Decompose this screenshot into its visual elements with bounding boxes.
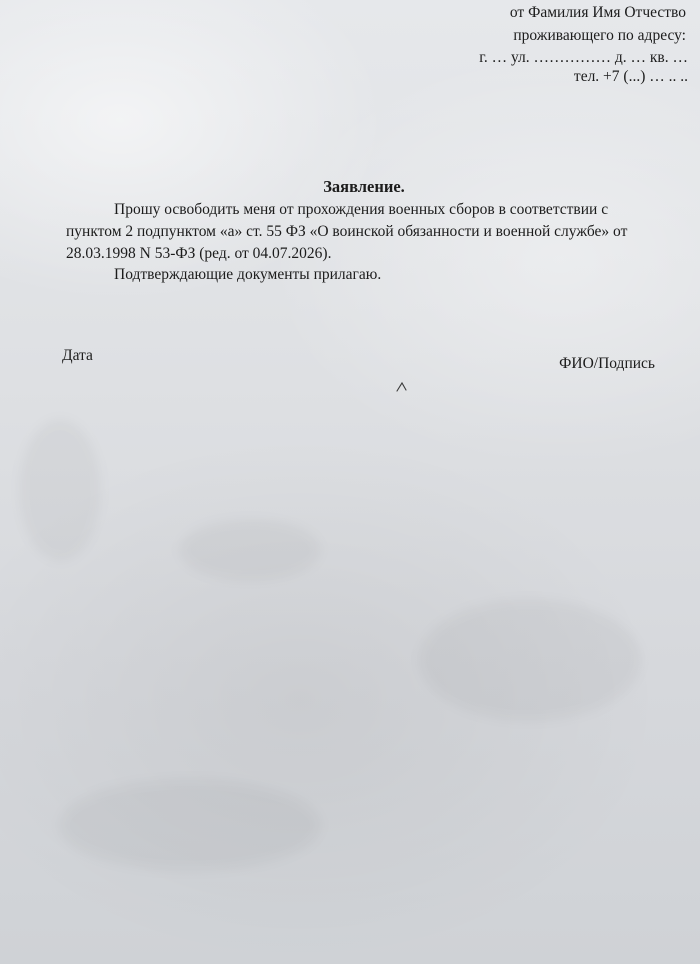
header-phone-line: тел. +7 (...) … .. .. [573,68,688,85]
date-label: Дата [62,347,93,364]
header-from-line: от Фамилия Имя Отчество [509,4,686,21]
paper-crease [180,520,320,580]
document-title: Заявление. [323,177,405,196]
pen-mark-icon [395,381,409,393]
header-address-line: г. … ул. …………… д. … кв. … [479,49,688,66]
body-line-2: пунктом 2 подпунктом «а» ст. 55 ФЗ «О воинской обязанности и военной службе» от [66,223,628,240]
paper-crease [20,420,100,560]
signature-label: ФИО/Подпись [559,355,655,372]
body-line-4: Подтверждающие документы прилагаю. [114,266,382,283]
body-line-1: Прошу освободить меня от прохождения военных сборов в соответствии с [114,201,609,218]
body-line-3: 28.03.1998 N 53-ФЗ (ред. от 04.07.2026). [66,245,332,262]
paper-crease [60,780,320,870]
header-residing-line: проживающего по адресу: [513,27,686,44]
paper-crease [420,600,640,720]
